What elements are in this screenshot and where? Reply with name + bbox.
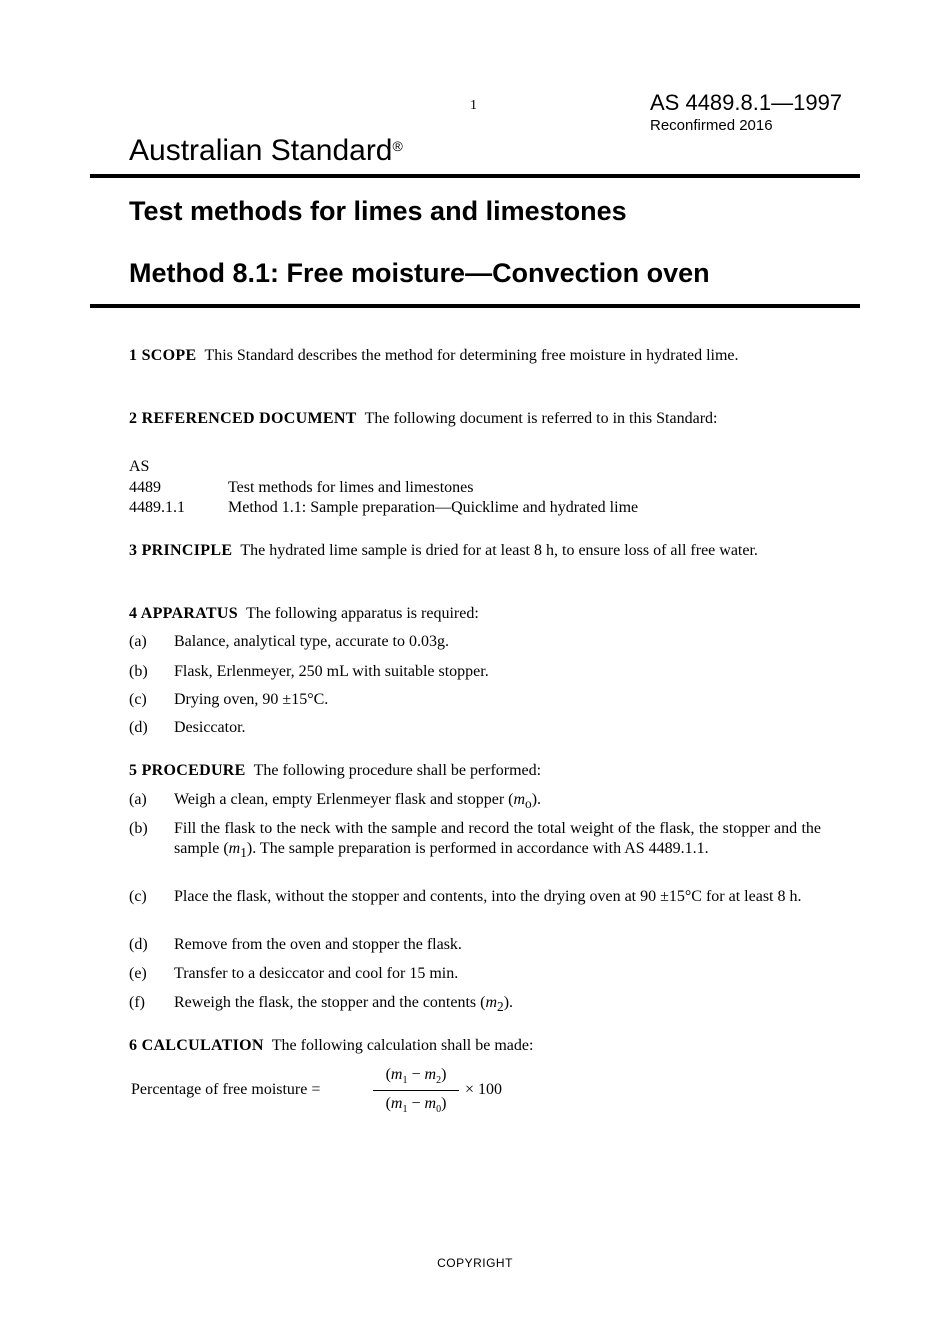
list-item [129, 632, 821, 652]
formula-fraction [373, 1066, 459, 1117]
section-heading: 5 PROCEDURE [129, 762, 246, 779]
fraction-bar [373, 1090, 459, 1091]
reference-row [129, 478, 474, 498]
section-heading: 6 CALCULATION [129, 1037, 264, 1054]
list-item-label: (d) [129, 936, 148, 953]
list-item-text: Drying oven, 90 ±15°C. [174, 691, 329, 708]
list-item-text: Place the flask, without the stopper and contents, into the drying oven at 90 ±15°C for at least 8 h. [174, 888, 802, 905]
standard-label [129, 134, 403, 168]
section-procedure [129, 761, 821, 781]
list-item-label: (e) [129, 965, 147, 982]
section-heading: 1 SCOPE [129, 347, 197, 364]
section-heading: 4 APPARATUS [129, 605, 238, 622]
list-item [129, 690, 821, 710]
list-item-text: Weigh a clean, empty Erlenmeyer flask and stopper $(m_o)$. [174, 791, 542, 812]
list-item-label: (b) [129, 820, 148, 837]
list-item [129, 718, 821, 738]
standard-label-text: Australian Standard [129, 134, 393, 167]
title-rule [90, 304, 860, 308]
reference-code: 4489.1.1 [129, 499, 185, 516]
list-item-label: (c) [129, 888, 147, 905]
list-item [129, 790, 821, 810]
list-item-text: Balance, analytical type, accurate to 0.03g. [174, 633, 449, 650]
list-item [129, 964, 821, 984]
list-item [129, 935, 821, 955]
formula-denominator: $(m_1 - m_0)$ [385, 1095, 447, 1116]
method-title: Method 8.1: Free moisture—Convection oven [129, 258, 710, 288]
section-text: This Standard describes the method for determining free moisture in hydrated lime. [204, 347, 739, 364]
section-principle [129, 541, 821, 561]
registered-mark: ® [392, 138, 403, 154]
section-heading: 2 REFERENCED DOCUMENT [129, 410, 357, 427]
list-item [129, 887, 821, 927]
list-item-label: (d) [129, 719, 148, 736]
copyright-footer: COPYRIGHT [437, 1256, 513, 1270]
reference-code: 4489 [129, 479, 161, 496]
section-text: The hydrated lime sample is dried for at least 8 h, to ensure loss of all free water. [240, 542, 758, 559]
section-text: The following calculation shall be made: [271, 1037, 534, 1054]
list-item-label: (c) [129, 691, 147, 708]
section-heading: 3 PRINCIPLE [129, 542, 233, 559]
list-item-text: Reweigh the flask, the stopper and the contents $(m_2)$. [174, 994, 514, 1015]
list-item [129, 993, 821, 1013]
reconfirmed-note: Reconfirmed 2016 [650, 117, 773, 134]
formula-multiplier: × 100 [465, 1081, 503, 1098]
list-item-text: Desiccator. [174, 719, 246, 736]
formula-numerator: $(m_1 - m_2)$ [385, 1066, 447, 1087]
list-item-label: (a) [129, 633, 147, 650]
top-rule [90, 174, 860, 178]
list-item-text: Flask, Erlenmeyer, 250 mL with suitable stopper. [174, 663, 489, 680]
section-apparatus [129, 604, 821, 624]
page-number: 1 [470, 98, 477, 113]
list-item-text: Transfer to a desiccator and cool for 15 min. [174, 965, 459, 982]
list-item-text: Remove from the oven and stopper the flask. [174, 936, 462, 953]
section-scope [129, 346, 821, 366]
section-calculation [129, 1036, 821, 1056]
document-number: AS 4489.8.1—1997 [650, 90, 843, 115]
list-item-label: (b) [129, 663, 148, 680]
list-item-label: (a) [129, 791, 147, 808]
list-item [129, 819, 821, 879]
formula-lhs: Percentage of free moisture = [131, 1081, 321, 1098]
reference-prefix: AS [129, 458, 150, 475]
section-text: The following apparatus is required: [245, 605, 479, 622]
moisture-formula [131, 1066, 551, 1126]
section-referenced [129, 409, 821, 429]
reference-title: Test methods for limes and limestones [228, 479, 474, 496]
reference-row [129, 498, 638, 518]
reference-title: Method 1.1: Sample preparation—Quicklime and hydrated lime [228, 499, 639, 516]
list-item-text: Fill the flask to the neck with the sample and record the total weight of the flask, the stopper and the sample $(m_1)$. The sample preparation is performed in accordance with AS 4489.1.1. [174, 820, 821, 861]
section-text: The following document is referred to in this Standard: [364, 410, 718, 427]
list-item [129, 662, 821, 682]
section-text: The following procedure shall be performed: [253, 762, 542, 779]
list-item-label: (f) [129, 994, 145, 1011]
document-title: Test methods for limes and limestones [129, 196, 627, 226]
